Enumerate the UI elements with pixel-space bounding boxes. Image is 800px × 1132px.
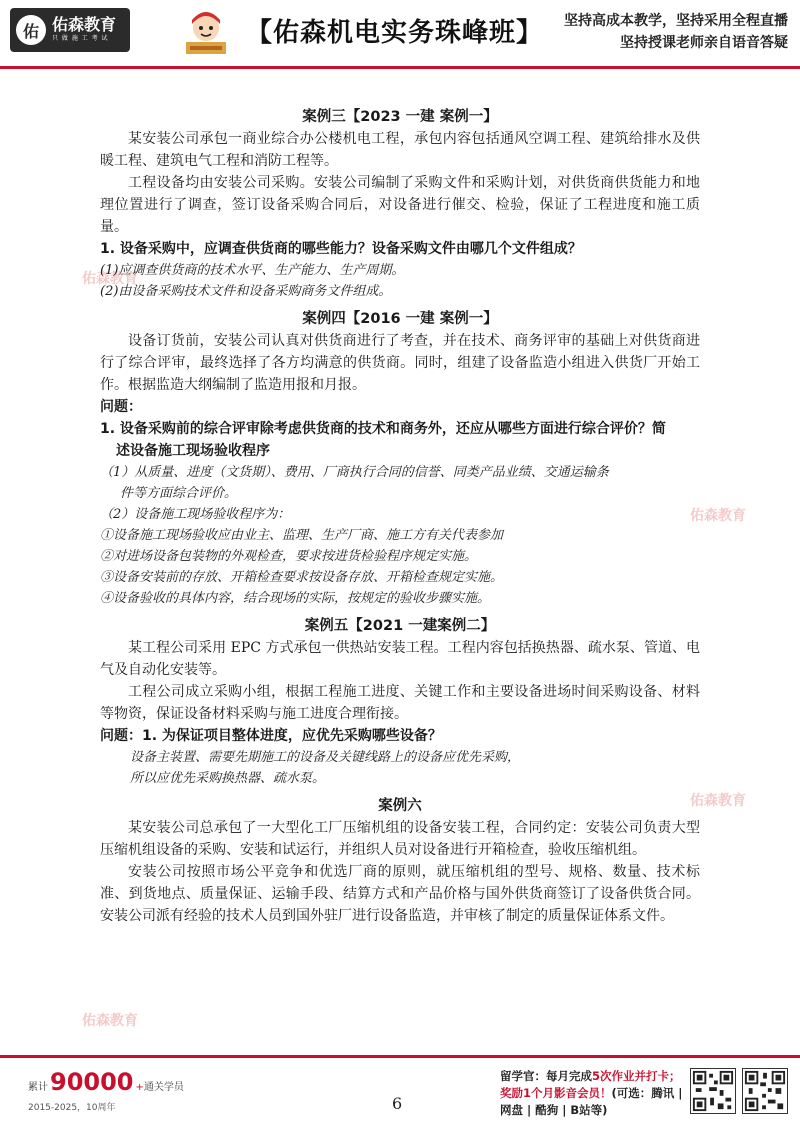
stat-suffix: 通关学员 <box>143 1082 184 1093</box>
answer: 所以应优先采购换热器、疏水泵。 <box>130 771 326 786</box>
question-continued: 述设备施工现场验收程序 <box>116 443 270 459</box>
answer-continued: 件等方面综合评价。 <box>120 486 238 501</box>
section-title: 案例三【2023 一建 案例一】 <box>302 109 498 125</box>
paragraph: 某工程公司采用 EPC 方式承包一供热站安装工程。工程内容包括换热器、疏水泵、管道、电气及自动化安装等。 <box>100 640 700 678</box>
case-section <box>100 795 700 927</box>
question-label: 问题： <box>100 399 142 415</box>
paragraph: 工程公司成立采购小组，根据工程施工进度、关键工作和主要设备进场时间采购设备、材料等物资，保证设备材料采购与施工进度合理衔接。 <box>100 684 700 722</box>
footer-stats <box>28 1068 184 1113</box>
brand-logo[interactable] <box>10 8 130 52</box>
promo-highlight: 5次作业并打卡； <box>592 1069 681 1083</box>
watermark: 佑森教育 <box>82 1013 138 1029</box>
footer-divider <box>0 1055 800 1058</box>
watermark: 佑森教育 <box>690 508 746 524</box>
answer-step: ①设备施工现场验收应由业主、监理、生产厂商、施工方有关代表参加 <box>100 528 504 543</box>
answer: (2)由设备采购技术文件和设备采购商务文件组成。 <box>100 284 392 299</box>
watermark: 佑森教育 <box>690 793 746 809</box>
stat-number: 90000 <box>50 1068 134 1096</box>
question: 1. 设备采购中，应调查供货商的哪些能力？设备采购文件由哪几个文件组成？ <box>100 241 582 257</box>
footer-promo <box>500 1068 690 1119</box>
section-title: 案例五【2021 一建案例二】 <box>304 618 496 634</box>
page-header <box>0 0 800 78</box>
section-title: 案例四【2016 一建 案例一】 <box>302 311 498 327</box>
section-title: 案例六 <box>378 798 422 814</box>
slogan-line-2: 坚持授课老师亲自语音答疑 <box>620 35 788 51</box>
logo-subtitle: 只 做 施 工 考 试 <box>52 35 109 42</box>
paragraph: 某安装公司总承包了一大型化工厂压缩机组的设备安装工程，合同约定：安装公司负责大型压缩机组设备的采购、安装和试运行，并组织人员对设备进行开箱检查，验收压缩机组。 <box>100 820 700 858</box>
qr-code-icon[interactable] <box>742 1068 788 1114</box>
slogan-line-1: 坚持高成本教学，坚持采用全程直播 <box>564 13 788 29</box>
question: 1. 设备采购前的综合评审除考虑供货商的技术和商务外，还应从哪些方面进行综合评价？简 <box>100 421 666 437</box>
stat-plus: + <box>135 1082 144 1093</box>
answer: (1)应调查供货商的技术水平、生产能力、生产周期。 <box>100 263 405 278</box>
stat-prefix: 累计 <box>28 1082 48 1093</box>
paragraph: 设备订货前，安装公司认真对供货商进行了考查，并在技术、商务评审的基础上对供货商进行了综合评审，最终选择了各方均满意的供货商。同时，组建了设备监造小组进入供货厂开始工作。根据监造大纲编制了监造用报和月报。 <box>100 333 700 393</box>
paragraph: 工程设备均由安装公司采购。安装公司编制了采购文件和采购计划，对供货商供货能力和地理位置进行了调查，签订设备采购合同后，对设备进行催交、检验，保证了工程进度和施工质量。 <box>100 175 700 235</box>
document-body <box>100 100 700 927</box>
case-section <box>100 106 700 302</box>
paragraph: 某安装公司承包一商业综合办公楼机电工程，承包内容包括通风空调工程、建筑给排水及供暖工程、建筑电气工程和消防工程等。 <box>100 131 700 169</box>
answer: （2）设备施工现场验收程序为： <box>100 507 291 522</box>
slogan <box>564 10 788 54</box>
logo-mark-icon: 佑 <box>16 15 46 45</box>
promo-text: 每月完成 <box>546 1069 592 1083</box>
logo-name: 佑森教育 <box>52 15 117 34</box>
case-section <box>100 308 700 609</box>
question: 问题：1. 为保证项目整体进度，应优先采购哪些设备？ <box>100 728 442 744</box>
promo-label: 留学官： <box>500 1069 546 1083</box>
promo-options-continued: 网盘 | 酷狗 | B站等) <box>500 1103 608 1117</box>
page-number: 6 <box>392 1094 403 1113</box>
answer-step: ③设备安装前的存放、开箱检查要求按设备存放、开箱检查规定实施。 <box>100 570 504 585</box>
answer: 设备主装置、需要先期施工的设备及关键线路上的设备应优先采购， <box>130 750 521 765</box>
answer-step: ②对进场设备包装物的外观检查，要求按进货检验程序规定实施。 <box>100 549 478 564</box>
watermark: 佑森教育 <box>82 271 138 287</box>
answer-step: ④设备验收的具体内容，结合现场的实际，按规定的验收步骤实施。 <box>100 591 491 606</box>
case-section <box>100 615 700 789</box>
answer: （1）从质量、进度（文货期）、费用、厂商执行合同的信誉、同类产品业绩、交通运输条 <box>100 465 609 480</box>
qr-code-icon[interactable] <box>690 1068 736 1114</box>
stat-years: 2015-2025，10周年 <box>28 1103 116 1113</box>
header-divider <box>0 66 800 69</box>
mascot-icon <box>178 6 234 58</box>
page-title: 【佑森机电实务珠峰班】 <box>246 18 544 48</box>
promo-options: (可选：腾讯 | <box>611 1086 683 1100</box>
paragraph: 安装公司按照市场公平竞争和优选厂商的原则，就压缩机组的型号、规格、数量、技术标准、到货地点、质量保证、运输手段、结算方式和产品价格与国外供货商签订了设备供货合同。安装公司派有经验的技术人员到国外驻厂进行设备监造，并审核了制定的质量保证体系文件。 <box>100 864 700 924</box>
promo-reward: 奖励1个月影音会员！ <box>500 1086 612 1100</box>
